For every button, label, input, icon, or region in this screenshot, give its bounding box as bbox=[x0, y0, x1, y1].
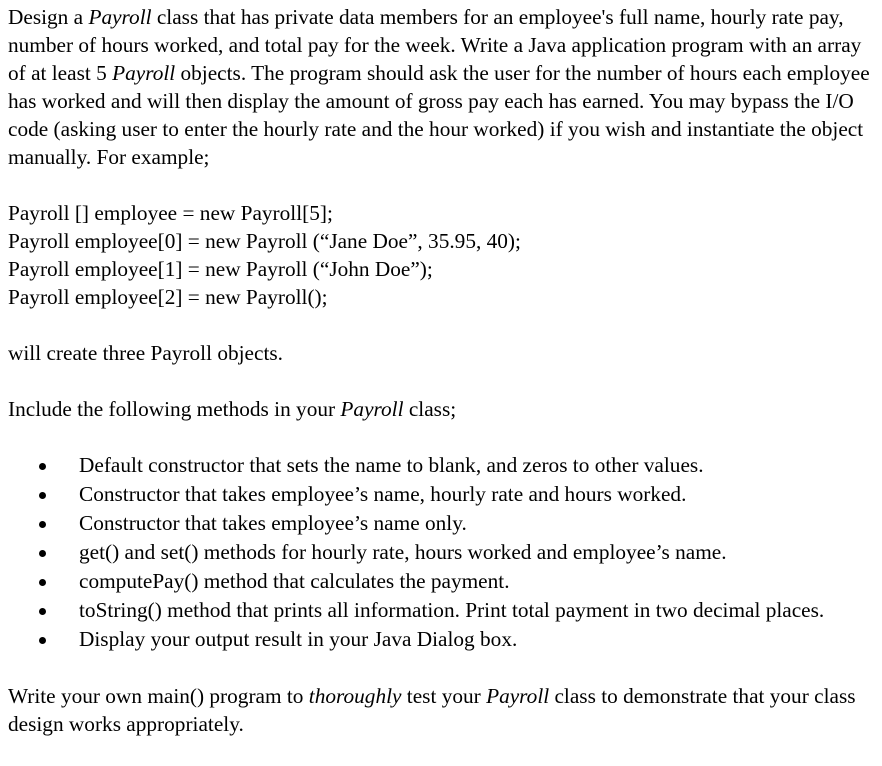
list-item bbox=[8, 596, 876, 624]
code-example bbox=[8, 199, 876, 311]
list-item-text: get() and set() methods for hourly rate, hours worked and employee’s name. bbox=[79, 540, 727, 564]
bullet-icon bbox=[39, 550, 46, 557]
list-item bbox=[8, 480, 876, 508]
list-item-text: computePay() method that calculates the payment. bbox=[79, 569, 510, 593]
methods-intro bbox=[8, 395, 876, 423]
list-item bbox=[8, 451, 876, 479]
list-item-text: toString() method that prints all information. Print total payment in two decimal places. bbox=[79, 598, 825, 622]
methods-intro-class-name: Payroll bbox=[340, 397, 404, 421]
list-item-text: Constructor that takes employee’s name, hourly rate and hours worked. bbox=[79, 482, 687, 506]
intro-class-name: Payroll bbox=[88, 5, 152, 29]
list-item-text: Display your output result in your Java Dialog box. bbox=[79, 627, 518, 651]
bullet-icon bbox=[39, 637, 46, 644]
assignment-document bbox=[8, 3, 876, 738]
list-item-text: Default constructor that sets the name to blank, and zeros to other values. bbox=[79, 453, 704, 477]
code-line: Payroll [] employee = new Payroll[5]; bbox=[8, 201, 333, 225]
spacer bbox=[8, 171, 876, 199]
bullet-icon bbox=[39, 608, 46, 615]
intro-text-1: Design a bbox=[8, 5, 89, 29]
closing-class-name: Payroll bbox=[486, 684, 550, 708]
methods-list bbox=[8, 451, 876, 653]
spacer bbox=[8, 654, 876, 682]
closing-text-1: Write your own main() program to bbox=[8, 684, 309, 708]
code-line: Payroll employee[2] = new Payroll(); bbox=[8, 285, 328, 309]
code-line: Payroll employee[1] = new Payroll (“John Doe”); bbox=[8, 257, 433, 281]
intro-text-3: objects. The program should ask the user for the number of hours each employee has worked and will then display the amount of gross pay each has earned. You may bypass the I/O code (asking user to enter the hourly rate and the hour worked) if you wish and instantiate the object manually. For example; bbox=[8, 61, 870, 169]
bullet-icon bbox=[39, 492, 46, 499]
methods-intro-text-end: class; bbox=[403, 397, 457, 421]
closing-emphasis: thoroughly bbox=[308, 684, 402, 708]
list-item bbox=[8, 509, 876, 537]
bullet-icon bbox=[39, 521, 46, 528]
spacer bbox=[8, 311, 876, 339]
closing-text-3: class to demonstrate that your class design works appropriately. bbox=[8, 684, 856, 736]
spacer bbox=[8, 423, 876, 451]
intro-class-name-2: Payroll bbox=[112, 61, 176, 85]
intro-text-2: class that has private data members for an employee's full name, hourly rate pay, number of hours worked, and total pay for the week. Write a Java application program with an array of at least 5 bbox=[8, 5, 862, 85]
closing-text-2: test your bbox=[401, 684, 487, 708]
closing-paragraph bbox=[8, 682, 876, 738]
code-line: Payroll employee[0] = new Payroll (“Jane Doe”, 35.95, 40); bbox=[8, 229, 521, 253]
list-item bbox=[8, 625, 876, 653]
list-item bbox=[8, 567, 876, 595]
spacer bbox=[8, 367, 876, 395]
list-item-text: Constructor that takes employee’s name only. bbox=[79, 511, 467, 535]
create-note: will create three Payroll objects. bbox=[8, 341, 283, 365]
list-item bbox=[8, 538, 876, 566]
methods-intro-text: Include the following methods in your bbox=[8, 397, 341, 421]
bullet-icon bbox=[39, 579, 46, 586]
bullet-icon bbox=[39, 463, 46, 470]
intro-paragraph bbox=[8, 3, 876, 171]
